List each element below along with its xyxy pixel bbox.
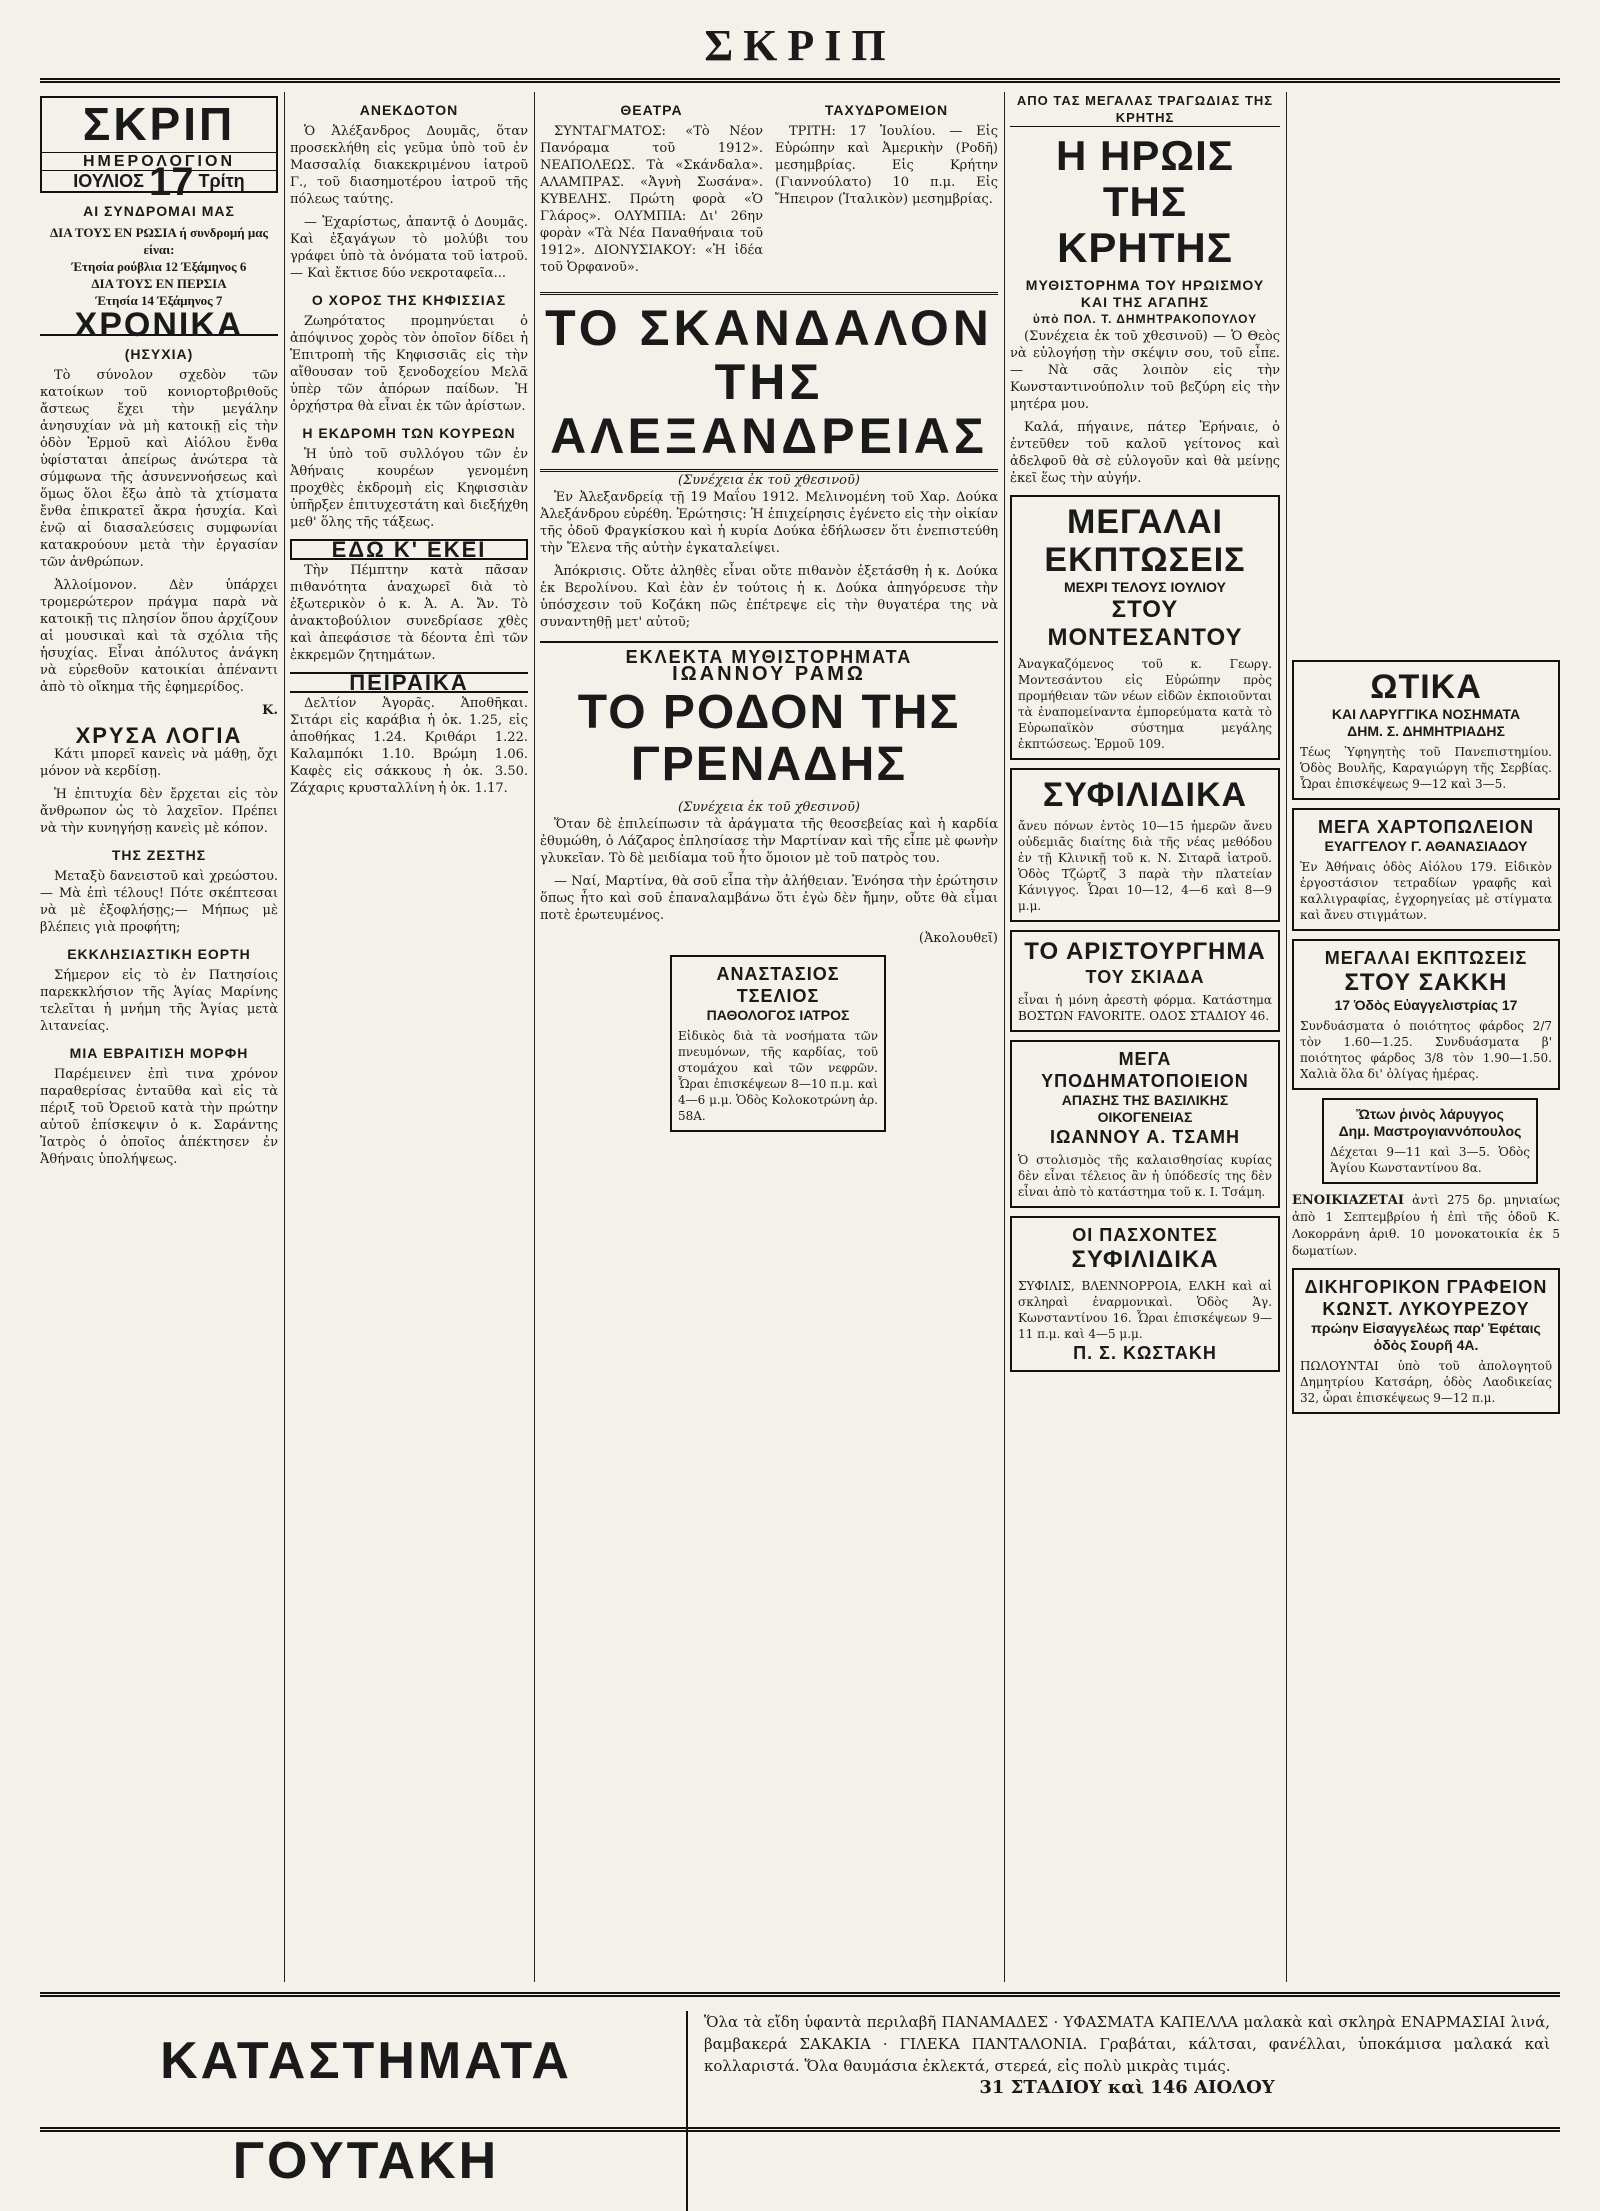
eortis-heading: ΕΚΚΛΗΣΙΑΣΤΙΚΗ ΕΟΡΤΗ — [67, 945, 251, 962]
calendar-label: ΗΜΕΡΟΛΟΓΙΟΝ — [42, 152, 276, 171]
syfilidika-body: ἄνευ πόνων ἐντὸς 10—15 ἡμερῶν ἄνευ οὐδεμιᾶς διαίτης διὰ τῆς νέας μεθόδου ἐν τῇ Κλινικῇ τοῦ κ. Ν. Σιταρᾶ ἰατροῦ. Ὁδὸς Τζώρτζ 3 παρὰ τὴν πλατείαν Κάνιγγος. Ὧραι 10—12, 4—6 καὶ 8—9 μ.μ. — [1018, 819, 1272, 913]
serial-author: ΙΩΑΝΝΟΥ ΡΑΜΩ — [672, 663, 866, 685]
footer-text-block — [704, 2011, 1550, 2099]
column-2 — [290, 92, 528, 1982]
calendar-title: ΣΚΡΙΠ — [82, 98, 236, 150]
otika-ad — [1292, 660, 1560, 800]
chronika-heading: ΧΡΟΝΙΚΑ — [40, 317, 278, 336]
aristourgima-shop: ΤΟΥ ΣΚΙΑΔΑ — [1085, 967, 1205, 987]
ekptoseis-shop: ΣΤΟΥ ΜΟΝΤΕΣΑΝΤΟΥ — [1047, 596, 1243, 651]
ypodimatopoieion-title: ΜΕΓΑ ΥΠΟΔΗΜΑΤΟΠΟΙΕΙΟΝ — [1041, 1049, 1249, 1091]
edo-ekei-heading: ΕΔΩ Κ' ΕΚΕΙ — [290, 539, 528, 560]
subscription-line: Έτησία 14 Έξάμηνος 7 — [95, 292, 223, 308]
anekdoton-heading: ΑΝΕΚΔΟΤΟΝ — [359, 102, 459, 118]
enoikiazetai-notice — [1292, 1192, 1560, 1260]
morfi-paragraph: Παρέμεινεν ἐπὶ τινα χρόνον παραθερίσας ἐνταῦθα καὶ εἰς τὰ πέριξ τοῦ Ὀρειοῦ κατὰ τὴν πρώτην αὐτοῦ ἐπίσκεψιν ὁ κ. Σαράντης Ἰατρὸς ὁ ὁποῖος ἀπέκτησεν ἐν Ἀθήναις ὑπολήψεως. — [40, 1066, 278, 1167]
xartopoleion-body: Ἐν Ἀθήναις ὁδὸς Αἰόλου 179. Εἰδικὸν ἐργοστάσιον τετραδίων γραφῆς καὶ καλλιγραφίας, ἐγχορηγείας μὲ στίγματα καὶ ἄνευ στιγμάτων. — [1300, 860, 1552, 922]
xartopoleion-ad — [1292, 808, 1560, 931]
chrysa-logia-heading: ΧΡΥΣΑ ΛΟΓΙΑ — [75, 722, 243, 748]
nosimata-body: Δέχεται 9—11 καὶ 3—5. Ὁδὸς Ἁγίου Κωνσταντίνου 8α. — [1330, 1145, 1530, 1175]
column-4 — [1010, 92, 1280, 1982]
nosimata-doctor: Δημ. Μαστρογιαννόπουλος — [1338, 1123, 1522, 1139]
subscription-line: Έτησία ρούβλια 12 Έξάμηνος 6 — [71, 258, 247, 274]
ekptoseis-title: ΜΕΓΑΛΑΙ ΕΚΠΤΩΣΕΙΣ — [1044, 503, 1246, 579]
heroine-continuation-space — [1292, 92, 1560, 652]
skandalon-paragraph: Ἀπόκρισις. Οὔτε ἀληθὲς εἶναι οὔτε πιθανὸν ἐξετάσθη ἡ κ. Δούκα ἐκ Βερολίνου. Καὶ ἐὰν ἐν τούτοις ἡ κ. Δούκα ἀπηγόρευσε τὴν ὑπόσχεσιν τοῦ Κοζάκη πῶς ἐπέτρεψε εἰς τὴν θυγατέρα της νὰ συναντηθῇ μετ' αὐτοῦ; — [540, 564, 998, 630]
serial-paragraph: Ὅταν δὲ ἐπιλείπωσιν τὰ ἀράγματα τῆς θεοσεβείας καὶ ἡ καρδία ἐθυμώθη, ὁ Λάζαρος ἐπλησίασε τὴν Μαρτίναν καὶ τῆς εἶπε μὲ φωνὴν γλυκεῖαν. Τὸ δὲ μειδίαμα τοῦ ἦτο ὅμοιον μὲ τοῦ πατρὸς του. — [540, 817, 998, 866]
skandalon-title-line: ΤΗΣ ΑΛΕΞΑΝΔΡΕΙΑΣ — [550, 354, 988, 464]
subscription-line: ΔΙΑ ΤΟΥΣ ΕΝ ΡΩΣΙΑ ή συνδρομή μας είναι: — [50, 224, 268, 257]
chronika-subheading: (ΗΣΥΧΙΑ) — [124, 345, 194, 362]
tselios-name: ΑΝΑΣΤΑΣΙΟΣ ΤΣΕΛΙΟΣ — [716, 964, 840, 1006]
edo-ekei-paragraph: Τὴν Πέμπτην κατὰ πᾶσαν πιθανότητα ἀναχωρεῖ διὰ τὸ ἐξωτερικὸν ὁ κ. Ἀ. Α. Ἄν. Τὸ ἀνακτοβούλιον συνεδρίασε χθὲς καὶ ἀπεφάσισε τὰ δέοντα ἐπὶ τῶν ἐκκρεμῶν ζητημάτων. — [290, 563, 528, 663]
theatra-block — [540, 92, 763, 282]
enoikiazetai-title: ΕΝΟΙΚΙΑΖΕΤΑΙ — [1292, 1193, 1404, 1208]
xartopoleion-subtitle: ΕΥΑΓΓΕΛΟΥ Γ. ΑΘΑΝΑΣΙΑΔΟΥ — [1324, 838, 1528, 854]
chronika-paragraph: Τὸ σύνολον σχεδὸν τῶν κατοίκων τοῦ κονιορτοβριθοῦς ἄστεως ἔχει τὴν μεγάλην ἀνησυχίαν νὰ μὴ κατοικῇ εἰς τὴν ὁδὸν Ἑρμοῦ καὶ Αἰόλου ἔνθα ὑφίσταται ἀπείρως ἀνώτερα τὰ σύμφωνα τῆς ἀσυνεννοήσεως καὶ ὅμως ὅλοι ἔξω ἀπὸ τὰ χτίσματα ἔνθα ἐπικρατεῖ ἄκρα ἡσυχία. Καὶ ἐνῷ αἱ διασαλεύσεις συμφωνίαι κατακρούουν μετὰ τὴν ἐργασίαν τῶν ἀνθρώπων. — [40, 367, 278, 570]
otika-doctor: ΔΗΜ. Σ. ΔΗΜΗΤΡΙΑΔΗΣ — [1347, 723, 1505, 739]
sakki-address: 17 Ὁδὸς Εὐαγγελιστρίας 17 — [1334, 997, 1518, 1013]
heroine-title: Η ΗΡΩΙΣ ΤΗΣ ΚΡΗΤΗΣ — [1056, 132, 1234, 271]
dikigorikon-subtitle: πρώην Εἰσαγγελέως παρ' Ἐφέταις ὁδὸς Σουρῆ 4Α. — [1311, 1320, 1541, 1353]
heroine-paragraph: Καλά, πήγαινε, πάτερ Ἐρήναιε, ὁ ἐντεῦθεν τοῦ καλοῦ γείτονος καὶ ἀδελφοῦ θὰ σὲ εὐλογοῦν καὶ θὰ μείνῃς ἐκεῖ ἕως τὴν αὐγήν. — [1010, 420, 1280, 486]
otika-title: ΩΤΙΚΑ — [1370, 668, 1482, 706]
column-1 — [40, 92, 278, 1982]
anekdoton-paragraph: — Ἐχαρίστως, ἀπαντᾷ ὁ Δουμᾶς. Καὶ ἐξαγάγων τὸ μολύβι του γράφει ὑπὸ τὰ ὀνόματα τοῦ ἰατροῦ.— Καὶ ἔκτισε δύο νεκροταφεῖα... — [290, 215, 528, 281]
ekptoseis-subtitle: ΜΕΧΡΙ ΤΕΛΟΥΣ ΙΟΥΛΙΟΥ — [1064, 579, 1226, 595]
ekptoseis-body: Ἀναγκαζόμενος τοῦ κ. Γεωργ. Μοντεσάντου εἰς Εὐρώπην πρὸς προμήθειαν τῶν νέων εἰδῶν ἐκποιοῦνται τὰ ἐναπομείναντα ἐμπορεύματα κατὰ τὸ Εὐρωπαϊκὸν σύστημα μεγάλης ἐκπτώσεως. Ἑρμοῦ 109. — [1018, 657, 1272, 751]
dikigorikon-title: ΔΙΚΗΓΟΡΙΚΟΝ ΓΡΑΦΕΙΟΝ — [1304, 1277, 1548, 1297]
column-rule — [284, 92, 285, 1982]
heroine-paragraph: (Συνέχεια ἐκ τοῦ χθεσινοῦ) — Ὁ Θεὸς νὰ εὐλογήσῃ τὴν σκέψιν σου, τοῦ εἶπε. — Νὰ σᾶς λοιπὸν εἰς τὴν Κωνσταντινούπολιν τοῦ βεζύρη εἰς τὴν μητέρα μου. — [1010, 329, 1280, 412]
heroine-kicker: ΑΠΟ ΤΑΣ ΜΕΓΑΛΑΣ ΤΡΑΓΩΔΙΑΣ ΤΗΣ ΚΡΗΤΗΣ — [1010, 92, 1280, 127]
aristourgima-title: ΤΟ ΑΡΙΣΤΟΥΡΓΗΜΑ — [1024, 938, 1266, 965]
nosimata-title: Ὤτων ῥινὸς λάρυγγος — [1356, 1106, 1504, 1122]
tselios-ad — [670, 955, 886, 1132]
ypodimatopoieion-shop: ΙΩΑΝΝΟΥ Α. ΤΣΑΜΗ — [1049, 1127, 1241, 1147]
subscriptions-heading: ΑΙ ΣΥΝΔΡΟΜΑΙ ΜΑΣ — [83, 202, 235, 219]
calendar-box — [40, 96, 278, 204]
heroine-byline: ὑπὸ ΠΟΛ. Τ. ΔΗΜΗΤΡΑΚΟΠΟΥΛΟΥ — [1032, 312, 1258, 326]
ypodimatopoieion-subtitle: ΑΠΑΣΗΣ ΤΗΣ ΒΑΣΙΛΙΚΗΣ ΟΙΚΟΓΕΝΕΙΑΣ — [1061, 1092, 1229, 1125]
calendar-month: ΙΟΥΛΙΟΣ — [73, 171, 144, 191]
enoikiazetai-body: ἀντὶ 275 δρ. μηνιαίως ἀπὸ 1 Σεπτεμβρίου ἡ ἐπὶ τῆς ὁδοῦ Κ. Λοκορράνη ἀριθ. 10 μονοκατοικία ἐκ 5 δωματίων. — [1292, 1193, 1560, 1258]
theatra-heading: ΘΕΑΤΡΑ — [620, 102, 683, 118]
tachydromeion-block — [775, 92, 998, 282]
calendar-weekday: Τρίτη — [198, 171, 245, 191]
sakki-shop: ΣΤΟΥ ΣΑΚΚΗ — [1344, 969, 1508, 996]
dikigorikon-name: ΚΩΝΣΤ. ΛΥΚΟΥΡΕΖΟΥ — [1322, 1299, 1530, 1319]
tachydromeion-heading: ΤΑΧΥΔΡΟΜΕΙΟΝ — [824, 102, 949, 118]
column-rule — [534, 92, 535, 1982]
sakki-body: Συνδυάσματα ὁ ποιότητος φάρδος 2/7 τὸν 1.60—1.25. Συνδυάσματα β' ποιότητος φάρδος 3/8 τὸν 1.90—1.50. Χαλιὰ ὅλα δι' ὀλίγας ἡμέρας. — [1300, 1019, 1552, 1081]
skandalon-paragraph: Ἐν Ἀλεξανδρείᾳ τῇ 19 Μαΐου 1912. Μελινομένη τοῦ Χαρ. Δούκα Ἀλεξάνδρου εὑρέθη. Ἐρώτησις: Ἡ ἐπιχείρησις ἐγένετο εἰς τὴν οἰκίαν τῆς ὁδοῦ Φραγκίσκου καὶ ἡ κυρία Δούκα ἐδήλωσεν ὅτι ἐνεπιστεύθη τὴν Ἔλενα τῆς αὐτὴν ἐγκαταλείψει. — [540, 490, 998, 556]
zestis-heading: ΤΗΣ ΖΕΣΤΗΣ — [111, 846, 207, 863]
skandalon-title — [540, 292, 998, 472]
masthead — [40, 14, 1560, 83]
footer-ad — [40, 1992, 1560, 2190]
serial-intro: (Συνέχεια ἐκ τοῦ χθεσινοῦ) — [678, 800, 860, 815]
chrysa-paragraph: Κάτι μπορεῖ κανεὶς νὰ μάθῃ, ὄχι μόνον νὰ κερδίσῃ. — [40, 746, 278, 779]
eortis-paragraph: Σήμερον εἰς τὸ ἐν Πατησίοις παρεκκλήσιον τῆς Ἁγίας Μαρίνης τελεῖται ἡ μνήμη τῆς Ἁγίας μετὰ λιτανείας. — [40, 967, 278, 1034]
column-rule — [1286, 92, 1287, 1982]
serial-continued: (Ἀκολουθεῖ) — [918, 931, 998, 946]
calendar-day: 17 — [149, 159, 194, 204]
peiraika-heading: ΠΕΙΡΑΙΚΑ — [290, 672, 528, 693]
heroine-subtitle: ΜΥΘΙΣΤΟΡΗΜΑ ΤΟΥ ΗΡΩΙΣΜΟΥ ΚΑΙ ΤΗΣ ΑΓΑΠΗΣ — [1025, 277, 1265, 310]
chronika-paragraph: Ἀλλοίμονον. Δὲν ὑπάρχει τρομερώτερον πράγμα παρὰ νὰ κατοικῇ τις πλησίον ὅπου ἀρχίζουν αἱ μουσικαὶ καὶ τὰ σχόλια τῆς ἡσυχίας. Εἶναι ἀπόλυτος ἀνάγκη νὰ εὑρεθοῦν κατοικίαι ἀπέναντι ἀπὸ τὸ οἴκημα τῆς ἐφημερίδος. — [40, 577, 278, 695]
column-3 — [540, 92, 998, 1982]
otika-subtitle: ΚΑΙ ΛΑΡΥΓΓΙΚΑ ΝΟΣΗΜΑΤΑ — [1331, 706, 1521, 722]
aristourgima-ad — [1010, 930, 1280, 1032]
syfilidika-ad — [1010, 768, 1280, 922]
footer-address: 31 ΣΤΑΔΙΟΥ καὶ 146 ΑΙΟΛΟΥ — [979, 2077, 1275, 2098]
zestis-paragraph: Μεταξὺ δανειστοῦ καὶ χρεώστου.— Μὰ ἐπὶ τέλους! Πότε σκέπτεσαι νὰ μὲ ἐξοφλήσῃς;— Μήπως μὲ βλέπεις γιὰ προφήτη; — [40, 868, 278, 935]
chronika-signature: Κ. — [262, 702, 278, 718]
ekdromi-paragraph: Ἡ ὑπὸ τοῦ συλλόγου τῶν ἐν Ἀθήναις κουρέων γενομένη προχθὲς ἐκδρομὴ εἰς Κηφισσιὰν ὑπῆρξεν ἐπιτυχεστάτη καὶ διεξήχθη μεθ' ὅλης τῆς τάξεως. — [290, 447, 528, 530]
pasxontes-title: ΟΙ ΠΑΣΧΟΝΤΕΣ — [1072, 1225, 1218, 1245]
footer-shop-name: ΚΑΤΑΣΤΗΜΑΤΑ ΓΟΥΤΑΚΗ — [46, 2011, 688, 2211]
tselios-body: Εἰδικὸς διὰ τὰ νοσήματα τῶν πνευμόνων, τῆς καρδίας, τοῦ στομάχου καὶ τῶν νεφρῶν. Ὧραι ἐπισκέψεων 8—10 π.μ. καὶ 4—6 μ.μ. Ὁδὸς Κολοκοτρώνη ἀρ. 58Α. — [678, 1029, 878, 1123]
ypodimatopoieion-body: Ὁ στολισμὸς τῆς καλαισθησίας κυρίας δὲν εἶναι τέλειος ἂν ἡ ὑπόδεσίς της δὲν εἶναι ἀπὸ τὸ κατάστημα τοῦ κ. Ι. Τσάμη. — [1018, 1153, 1272, 1199]
sakki-title: ΜΕΓΑΛΑΙ ΕΚΠΤΩΣΕΙΣ — [1324, 948, 1528, 968]
theatra-post-row — [540, 92, 998, 282]
footer-text: Ὅλα τὰ εἴδη ὑφαντὰ περιλαβῆ ΠΑΝΑΜΑΔΕΣ · ΥΦΑΣΜΑΤΑ ΚΑΠΕΛΛΑ μαλακὰ καὶ σκληρὰ ΕΝΑΡΜΑΣΙΑΙ λινά, βαμβακερά ΣΑΚΑΚΙΑ · ΓΙΛΕΚΑ ΠΑΝΤΑΛΟΝΙΑ. Γραβάται, κάλτσαι, φανέλλαι, ὑποκάμισα μαλακά καὶ κολλαριστά. Ὅλα θαυμάσια ἐκλεκτά, στερεά, εἰς πολὺ μικρὰς τιμάς. — [704, 2013, 1550, 2075]
pasxontes-ad — [1010, 1216, 1280, 1372]
serial-paragraph: — Ναί, Μαρτίνα, θὰ σοῦ εἶπα τὴν ἀλήθειαν. Ἐνόησα τὴν ἐρώτησιν ὅπως ἦτο καὶ σοῦ ἐπαναλαμβάνω ὅτι ἐγὼ δὲν ἤμην, οὔτε θὰ εἶμαι ποτὲ ἐρωτευμένος. — [540, 874, 998, 923]
nosimata-ad — [1322, 1098, 1538, 1184]
tachydromeion-paragraph: ΤΡΙΤΗ: 17 Ἰουλίου. — Εἰς Εὐρώπην καὶ Ἀμερικὴν (Ροδῆ) μεσημβρίας. Εἰς Κρήτην (Γιαννούλατο) 10 π.μ. Εἰς Ἤπειρον (Ἰταλικὸν) μεσημβρίας. — [775, 124, 998, 207]
otika-body: Τέως Ὑφηγητὴς τοῦ Πανεπιστημίου. Ὁδὸς Βουλῆς, Καραγιώργη τῆς Σερβίας. Ὧραι ἐπισκέψεως 9—12 καὶ 3—5. — [1300, 745, 1552, 791]
tselios-title: ΠΑΘΟΛΟΓΟΣ ΙΑΤΡΟΣ — [706, 1007, 850, 1023]
skandalon-intro: (Συνέχεια ἐκ τοῦ χθεσινοῦ) — [678, 473, 860, 488]
aristourgima-body: εἶναι ἡ μόνη ἀρεστὴ φόρμα. Κατάστημα ΒΟΣΤΩΝ FAVORITE. ΟΔΟΣ ΣΤΑΔΙΟΥ 46. — [1018, 993, 1272, 1023]
syfilidika-title: ΣΥΦΙΛΙΔΙΚΑ — [1042, 776, 1248, 814]
choros-heading: Ο ΧΟΡΟΣ ΤΗΣ ΚΗΦΙΣΣΙΑΣ — [311, 292, 507, 308]
pasxontes-body: ΣΥΦΙΛΙΣ, ΒΛΕΝΝΟΡΡΟΙΑ, ΕΛΚΗ καὶ αἱ σκληραὶ ἐναρμονικαὶ. Ὁδὸς Ἁγ. Κωνσταντίνου 16. Ὧραι ἐπισκέψεων 9—11 π.μ. καὶ 4—5 μ.μ. — [1018, 1279, 1272, 1341]
xartopoleion-title: ΜΕΓΑ ΧΑΡΤΟΠΩΛΕΙΟΝ — [1318, 817, 1534, 837]
serial-title: ΤΟ ΡΟΔΟΝ ΤΗΣ ΓΡΕΝΑΔΗΣ — [577, 686, 961, 791]
theatra-paragraph: ΣΥΝΤΑΓΜΑΤΟΣ: «Τὸ Νέον Πανόραμα τοῦ 1912». ΝΕΑΠΟΛΕΩΣ. Τὰ «Σκάνδαλα». ΑΛΑΜΠΡΑΣ. «Ἀγνὴ Σωσάνα». ΚΥΒΕΛΗΣ. Πρώτη φορὰ «Ὁ Γλάρος». ΟΛΥΜΠΙΑ: Δι' 26ην φορὰν «Τὰ Νέα Παναθήναια τοῦ 1912». ΔΙΟΝΥΣΙΑΚΟΥ: «Ἡ ἰδέα τοῦ Ὀρφανοῦ». — [540, 124, 763, 275]
ypodimatopoieion-ad — [1010, 1040, 1280, 1208]
ekptoseis-ad — [1010, 495, 1280, 760]
peiraika-paragraph: Δελτίον Ἀγορᾶς. Ἀποθῆκαι. Σιτάρι εἰς καράβια ἡ ὀκ. 1.25, εἰς ἀποθήκας 1.24. Κριθάρι 1.22. Καλαμπόκι 1.10. Βρώμη 1.06. Καφὲς εἰς σάκκους ἡ ὀκ. 3.50. Ζάχαρις κρυσταλλίνη ἡ ὀκ. 1.17. — [290, 696, 528, 796]
column-5 — [1292, 92, 1560, 1982]
ekdromi-heading: Η ΕΚΔΡΟΜΗ ΤΩΝ ΚΟΥΡΕΩΝ — [302, 425, 516, 441]
pasxontes-shop: Π. Σ. ΚΩΣΤΑΚΗ — [1073, 1343, 1217, 1363]
masthead-title: ΣΚΡΙΠ — [704, 21, 896, 70]
subscription-line: ΔΙΑ ΤΟΥΣ ΕΝ ΠΕΡΣΙΑ — [91, 275, 227, 291]
anekdoton-paragraph: Ὁ Ἀλέξανδρος Δουμᾶς, ὅταν προσεκλήθη εἰς γεῦμα ὑπὸ τοῦ ἐν Μασσαλίᾳ διακεκριμένου ἰατροῦ Γ., τοῦ διασημοτέρου ἰατροῦ τῆς πόλεως ταύτης. — [290, 124, 528, 207]
choros-paragraph: Ζωηρότατος προμηνύεται ὁ ἀπόψινος χορὸς τὸν ὁποῖον δίδει ἡ Ἐπιτροπὴ τῆς Κηφισσιᾶς εἰς τὴν αἴθουσαν τοῦ ξενοδοχείου Μελᾶ ὑπὲρ τῶν ἀπόρων παίδων. Ἡ ὀρχήστρα θὰ εἶναι ἐκ τῶν ἀρίστων. — [290, 314, 528, 414]
serial-heading: ΕΚΛΕΚΤΑ ΜΥΘΙΣΤΟΡΗΜΑΤΑ — [540, 641, 998, 666]
dikigorikon-ad — [1292, 1268, 1560, 1414]
morfi-heading: ΜΙΑ ΕΒΡΑΙΤΙΣΗ ΜΟΡΦΗ — [69, 1044, 249, 1061]
sakki-ad — [1292, 939, 1560, 1090]
dikigorikon-body: ΠΩΛΟΥΝΤΑΙ ὑπὸ τοῦ ἀπολογητοῦ Δημητρίου Κατσάρη, ὁδὸς Λαοδικείας 32, ὧραι ἐπισκέψεως 9—12 π.μ. — [1300, 1359, 1552, 1405]
chrysa-paragraph: Ἡ ἐπιτυχία δὲν ἔρχεται εἰς τὸν ἄνθρωπον ὡς τὸ λαχεῖον. Πρέπει νὰ τὴν κυνηγήσῃ κανεὶς μὲ κόπον. — [40, 786, 278, 836]
skandalon-title-line: ΤΟ ΣΚΑΝΔΑΛΟΝ — [545, 300, 993, 356]
pasxontes-subtitle: ΣΥΦΙΛΙΔΙΚΑ — [1071, 1246, 1219, 1273]
column-rule — [1004, 92, 1005, 1982]
